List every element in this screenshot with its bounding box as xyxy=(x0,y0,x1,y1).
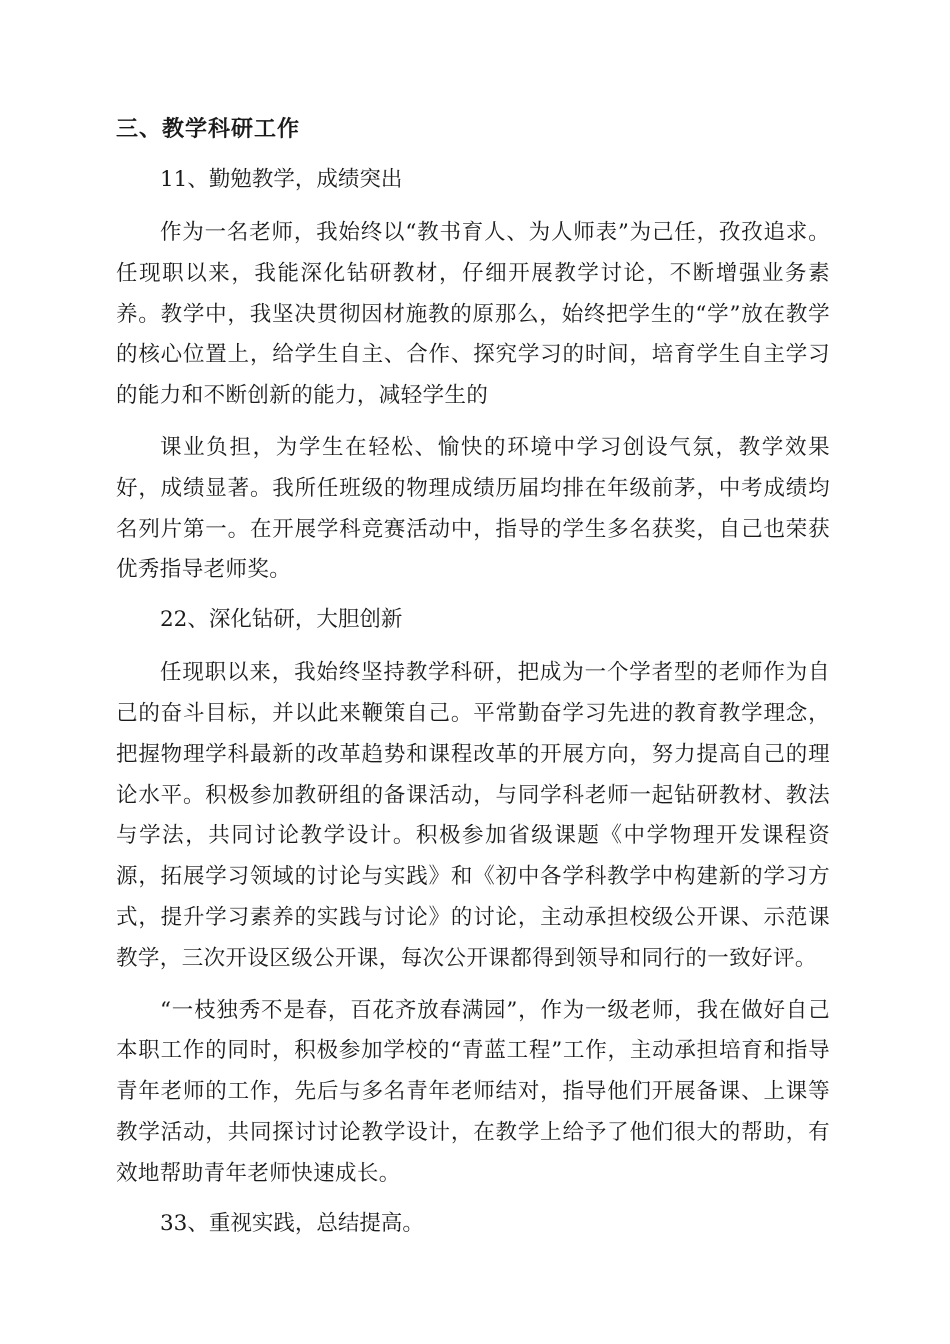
paragraph-4: “一枝独秀不是春，百花齐放春满园”，作为一级老师，我在做好自己本职工作的同时，积极参加学校的“青蓝工程”工作，主动承担培育和指导青年老师的工作，先后与多名青年老师结对，指导他们开展备课、上课等教学活动，共同探讨讨论教学设计，在教学上给予了他们很大的帮助，有效地帮助青年老师快速成长。 xyxy=(116,997,830,1186)
section-heading: 三、教学科研工作 xyxy=(116,117,301,142)
subsection-heading-1: 11、勤勉教学，成绩突出 xyxy=(160,167,403,192)
paragraph-3: 任现职以来，我始终坚持教学科研，把成为一个学者型的老师作为自己的奋斗目标，并以此来鞭策自己。平常勤奋学习先进的教育教学理念，把握物理学科最新的改革趋势和课程改革的开展方向，努力提高自己的理论水平。积极参加教研组的备课活动，与同学科老师一起钻研教材、教法与学法，共同讨论教学设计。积极参加省级课题《中学物理开发课程资源，拓展学习领域的讨论与实践》和《初中各学科教学中构建新的学习方式，提升学习素养的实践与讨论》的讨论，主动承担校级公开课、示范课教学，三次开设区级公开课，每次公开课都得到领导和同行的一致好评。 xyxy=(116,660,830,971)
paragraph-1: 作为一名老师，我始终以“教书育人、为人师表”为己任，孜孜追求。任现职以来，我能深化钻研教材，仔细开展教学讨论，不断增强业务素养。教学中，我坚决贯彻因材施教的原那么，始终把学生的“学”放在教学的核心位置上，给学生自主、合作、探究学习的时间，培育学生自主学习的能力和不断创新的能力，减轻学生的 xyxy=(116,220,830,409)
subsection-heading-2: 22、深化钻研，大胆创新 xyxy=(160,607,403,633)
subsection-heading-3: 33、重视实践，总结提高。 xyxy=(160,1210,424,1236)
paragraph-2: 课业负担，为学生在轻松、愉快的环境中学习创设气氛，教学效果好，成绩显著。我所任班级的物理成绩历届均排在年级前茅，中考成绩均名列片第一。在开展学科竞赛活动中，指导的学生多名获奖，自己也荣获优秀指导老师奖。 xyxy=(116,434,830,583)
